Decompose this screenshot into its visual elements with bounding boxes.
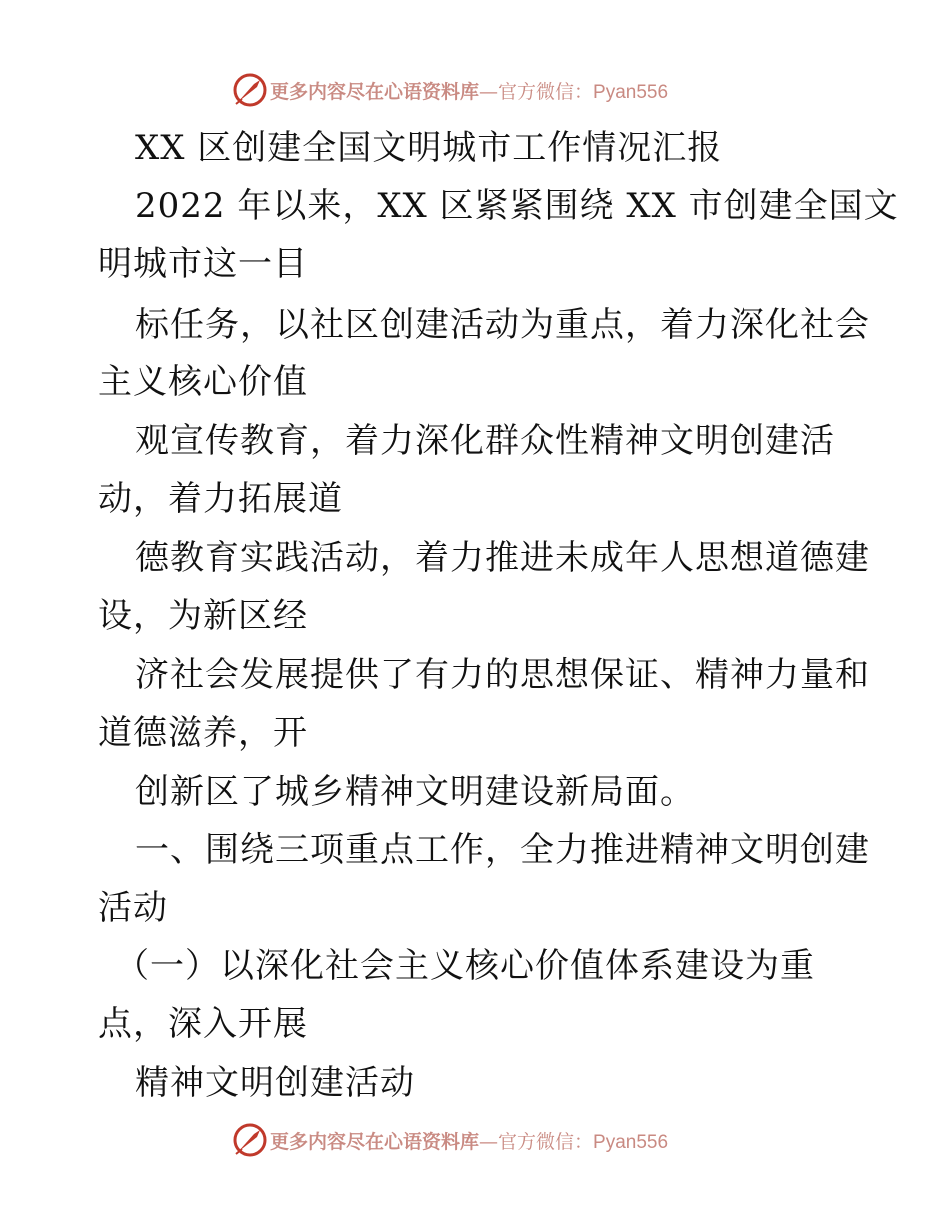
section-heading: 活动: [98, 888, 168, 928]
paragraph-line: 济社会发展提供了有力的思想保证、精神力量和: [135, 655, 870, 695]
paragraph-line: 标任务，以社区创建活动为重点，着力深化社会: [135, 305, 870, 345]
quill-pen-icon: [232, 72, 268, 108]
paragraph-line: 主义核心价值: [98, 362, 308, 402]
paragraph-line: 设，为新区经: [98, 596, 308, 636]
quill-pen-icon: [232, 1122, 268, 1158]
paragraph-line: 观宣传教育，着力深化群众性精神文明创建活: [135, 421, 835, 461]
section-heading: 一、围绕三项重点工作，全力推进精神文明创建: [135, 830, 870, 870]
paragraph-line: 动，着力拓展道: [98, 479, 343, 519]
subsection-heading: 精神文明创建活动: [135, 1063, 415, 1103]
paragraph-line: 创新区了城乡精神文明建设新局面。: [135, 772, 695, 812]
paragraph-line: 德教育实践活动，着力推进未成年人思想道德建: [135, 538, 870, 578]
subsection-heading: 点，深入开展: [98, 1004, 308, 1044]
watermark-text: 更多内容尽在心语资料库—官方微信：Pyan556: [270, 1130, 669, 1153]
paragraph-line: 2022 年以来，XX 区紧紧围绕 XX 市创建全国文: [135, 186, 899, 226]
watermark-text: 更多内容尽在心语资料库—官方微信：Pyan556: [270, 80, 669, 103]
document-title: XX 区创建全国文明城市工作情况汇报: [135, 128, 723, 168]
paragraph-line: 道德滋养，开: [98, 713, 308, 753]
paragraph-line: 明城市这一目: [98, 244, 308, 284]
watermark-header: [232, 72, 668, 108]
watermark-footer: [232, 1122, 668, 1158]
subsection-heading: （一）以深化社会主义核心价值体系建设为重: [115, 946, 815, 986]
